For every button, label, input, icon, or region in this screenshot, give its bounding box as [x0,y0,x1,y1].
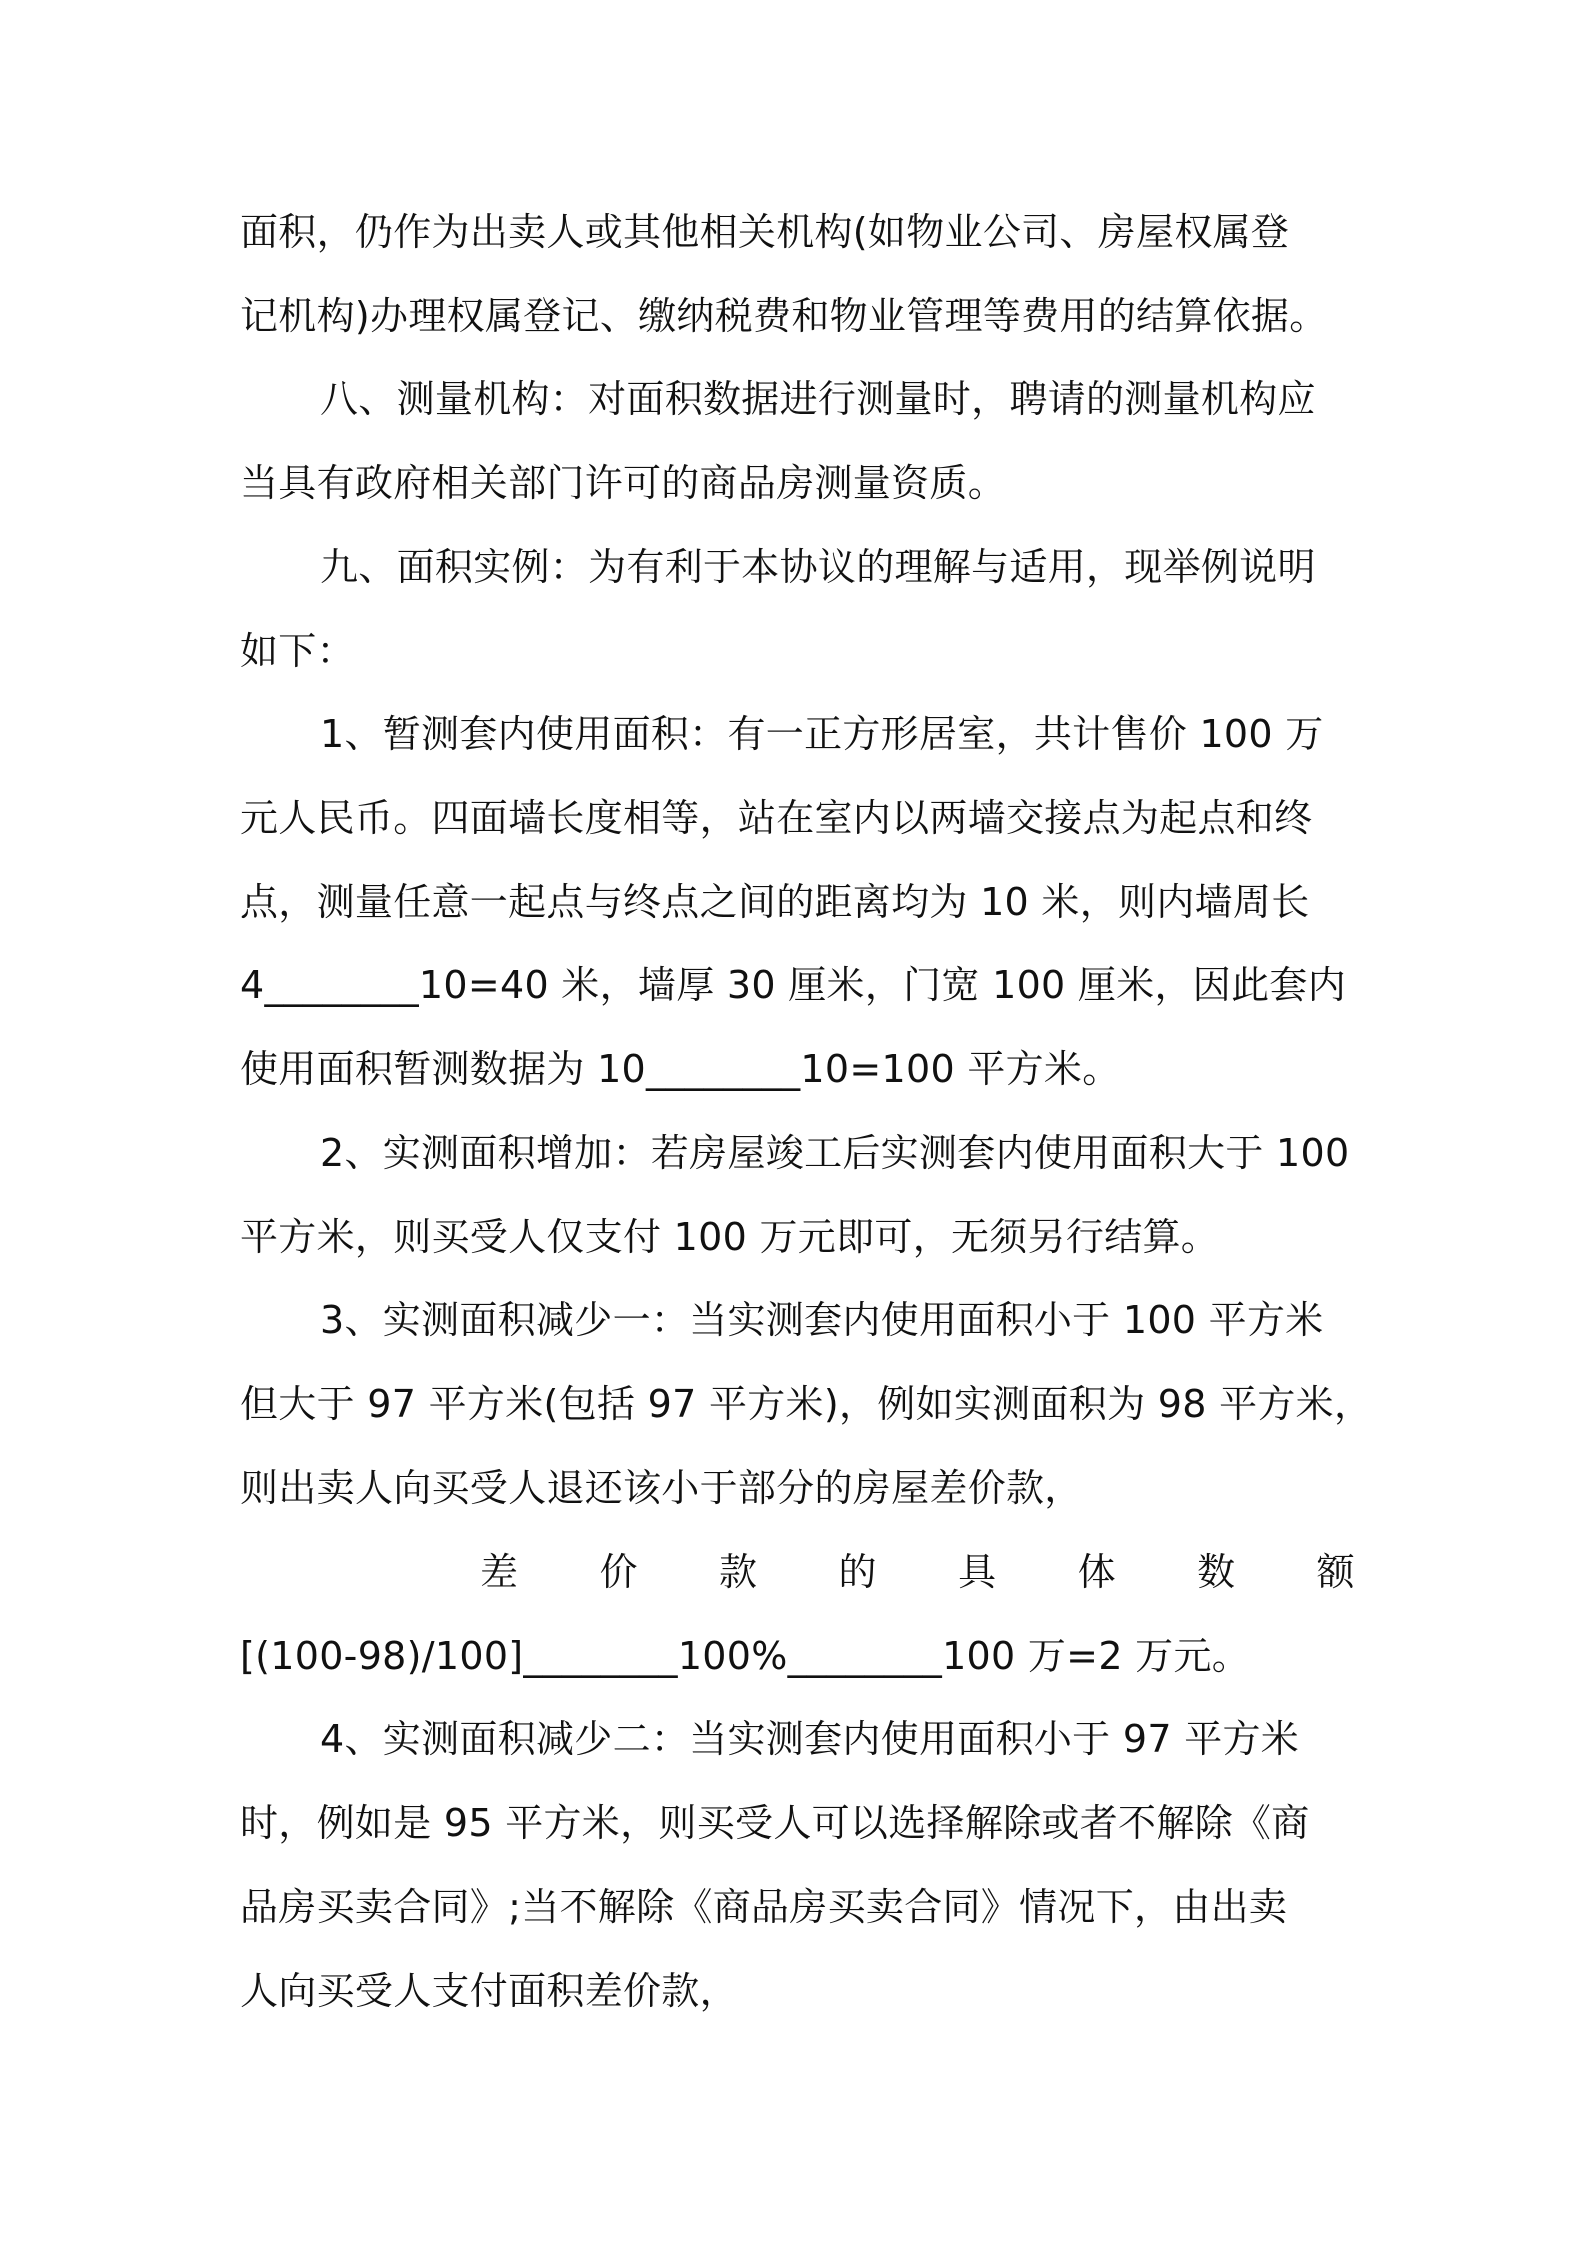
text-line: 元人民币。四面墙长度相等，站在室内以两墙交接点为起点和终 [240,796,1313,840]
text-line: 当具有政府相关部门许可的商品房测量资质。 [240,461,1007,505]
text-line: 记机构)办理权属登记、缴纳税费和物业管理等费用的结算依据。 [240,294,1328,338]
text-line: 4________10=40 米，墙厚 30 厘米，门宽 100 厘米，因此套内 [240,963,1347,1007]
text-line: 九、面积实例：为有利于本协议的理解与适用，现举例说明 [320,545,1316,589]
text-line: [(100-98)/100]________100%________100 万=2 万元。 [240,1634,1251,1678]
text-line: 3、实测面积减少一：当实测套内使用面积小于 100 平方米 [320,1298,1324,1342]
text-line: 1、暂测套内使用面积：有一正方形居室，共计售价 100 万 [320,712,1324,756]
text-line: 点，测量任意一起点与终点之间的距离均为 10 米，则内墙周长 [240,880,1310,924]
text-line: 八、测量机构：对面积数据进行测量时，聘请的测量机构应 [320,377,1316,421]
text-line: 面积，仍作为出卖人或其他相关机构(如物业公司、房屋权属登 [240,210,1290,254]
spread-char: 款 [719,1550,758,1594]
text-line: 如下： [240,629,355,673]
spread-char: 差 [480,1550,519,1594]
text-line: 但大于 97 平方米(包括 97 平方米)，例如实测面积为 98 平方米， [240,1382,1373,1426]
text-line: 时，例如是 95 平方米，则买受人可以选择解除或者不解除《商 [240,1801,1310,1845]
text-line: 平方米，则买受人仅支付 100 万元即可，无须另行结算。 [240,1215,1220,1259]
spread-char: 数 [1197,1550,1236,1594]
text-line: 人向买受人支付面积差价款， [240,1969,738,2013]
spread-char: 价 [599,1550,638,1594]
spread-char: 具 [958,1550,997,1594]
spread-char: 的 [838,1550,877,1594]
text-line: 使用面积暂测数据为 10________10=100 平方米。 [240,1047,1121,1091]
spread-char: 体 [1077,1550,1116,1594]
text-line: 则出卖人向买受人退还该小于部分的房屋差价款， [240,1466,1083,1510]
spread-char: 额 [1316,1550,1355,1594]
text-line: 4、实测面积减少二：当实测套内使用面积小于 97 平方米 [320,1717,1300,1761]
spread-text-line [480,1540,1355,1604]
text-line: 品房买卖合同》;当不解除《商品房买卖合同》情况下，由出卖 [240,1885,1288,1929]
text-line: 2、实测面积增加：若房屋竣工后实测套内使用面积大于 100 [320,1131,1350,1175]
